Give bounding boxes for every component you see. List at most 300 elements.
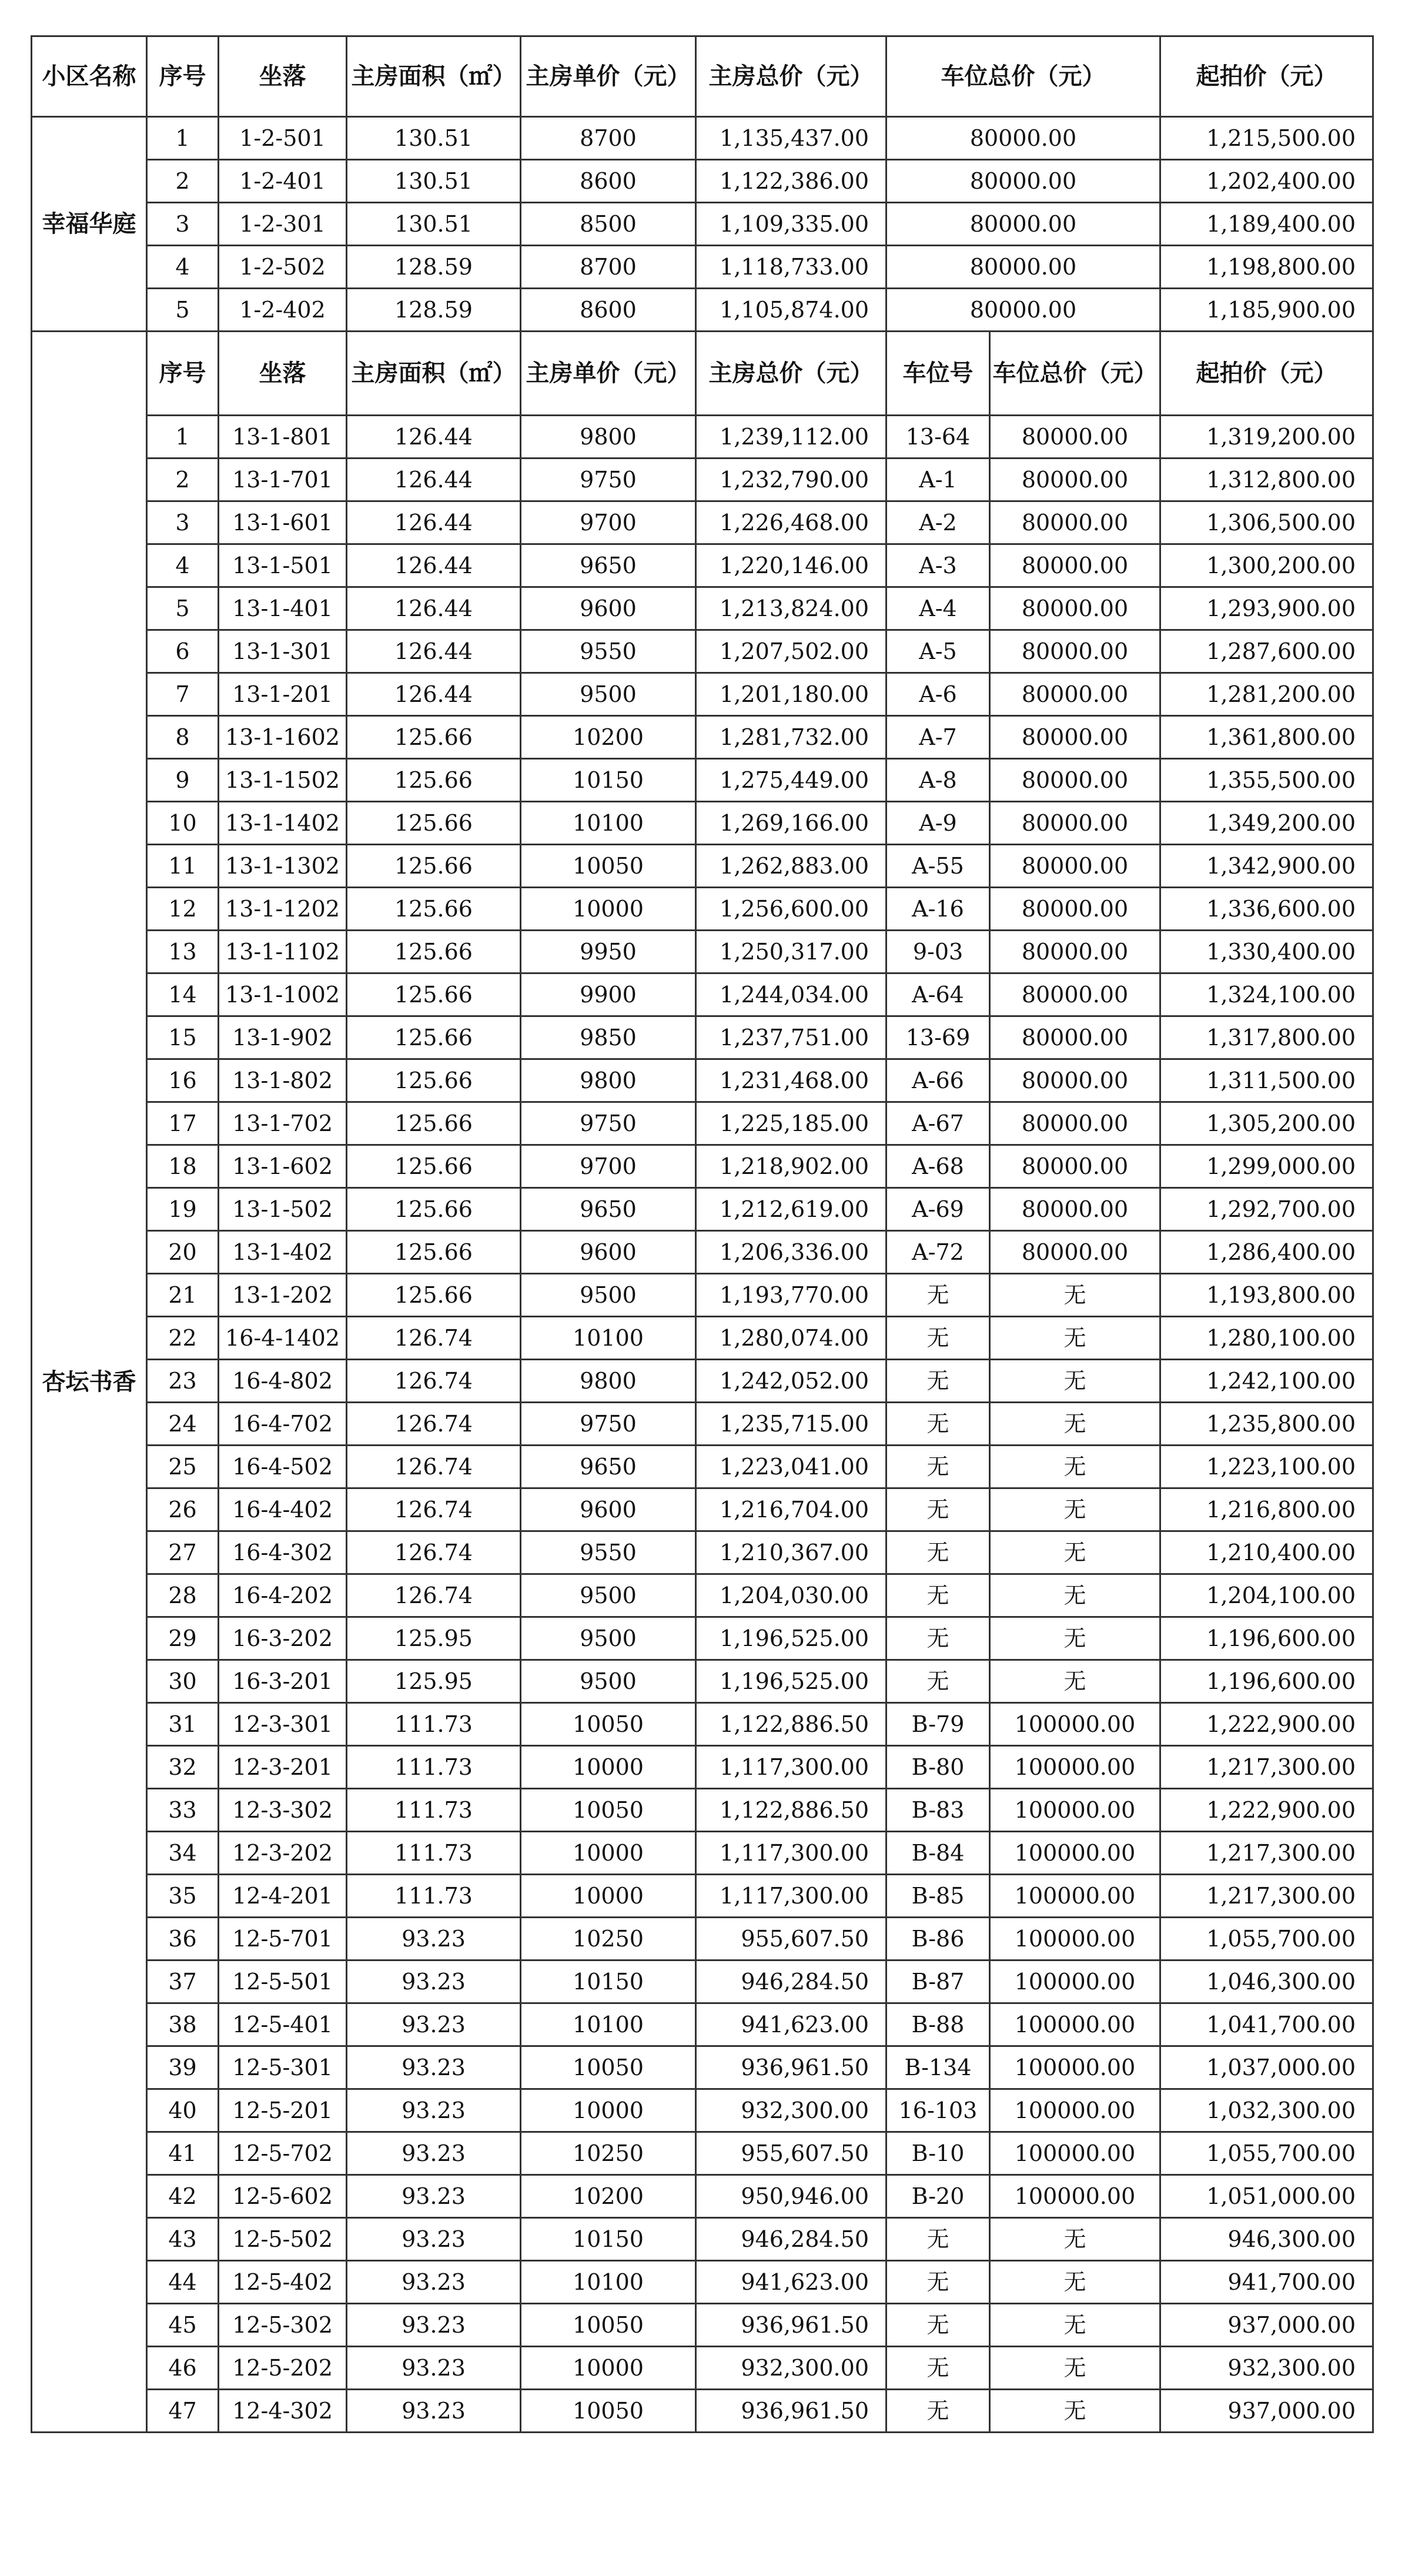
table-cell: 100000.00 xyxy=(990,1789,1160,1832)
table-cell: 9500 xyxy=(521,1617,696,1660)
table-cell: 126.44 xyxy=(347,587,521,630)
table-cell: 17 xyxy=(147,1102,219,1145)
table-cell: 1,204,030.00 xyxy=(696,1574,887,1617)
column-header: 主房总价（元） xyxy=(696,36,887,117)
table-cell: 1,210,400.00 xyxy=(1160,1531,1373,1574)
table-cell: 41 xyxy=(147,2132,219,2175)
table-cell: 30 xyxy=(147,1660,219,1703)
table-row xyxy=(32,2218,1373,2261)
table-cell: 9700 xyxy=(521,1145,696,1188)
table-cell: 4 xyxy=(147,246,219,289)
table-cell: 111.73 xyxy=(347,1789,521,1832)
table-cell: 9750 xyxy=(521,1403,696,1446)
table-cell: A-3 xyxy=(887,544,990,587)
table-cell: 936,961.50 xyxy=(696,2304,887,2347)
table-cell: 24 xyxy=(147,1403,219,1446)
table-row xyxy=(32,1016,1373,1059)
table-cell: 13-1-801 xyxy=(219,416,347,459)
table-cell: 10100 xyxy=(521,802,696,845)
table-cell: 12-5-701 xyxy=(219,1918,347,1961)
table-cell: 16-3-201 xyxy=(219,1660,347,1703)
table-cell: 1,223,100.00 xyxy=(1160,1446,1373,1488)
table-cell: 932,300.00 xyxy=(696,2089,887,2132)
table-cell: 10100 xyxy=(521,1317,696,1360)
table-cell: 32 xyxy=(147,1746,219,1789)
table-row xyxy=(32,1145,1373,1188)
table-row xyxy=(32,845,1373,888)
table-row xyxy=(32,587,1373,630)
table-cell: A-64 xyxy=(887,973,990,1016)
table-cell: 125.95 xyxy=(347,1617,521,1660)
table-cell: 125.66 xyxy=(347,1016,521,1059)
table-cell: 941,623.00 xyxy=(696,2261,887,2304)
table-cell: 12-5-602 xyxy=(219,2175,347,2218)
table-cell: 125.66 xyxy=(347,802,521,845)
table-cell: 80000.00 xyxy=(990,416,1160,459)
table-cell: 936,961.50 xyxy=(696,2390,887,2433)
table-cell: A-2 xyxy=(887,501,990,544)
table-cell: 44 xyxy=(147,2261,219,2304)
table-row xyxy=(32,2003,1373,2046)
table-row xyxy=(32,1789,1373,1832)
table-cell: 126.74 xyxy=(347,1403,521,1446)
table-cell: 12-4-302 xyxy=(219,2390,347,2433)
table-cell: 1,213,824.00 xyxy=(696,587,887,630)
table-cell: 2 xyxy=(147,459,219,501)
table-cell: 80000.00 xyxy=(990,973,1160,1016)
table-cell: 9500 xyxy=(521,1574,696,1617)
table-cell: B-20 xyxy=(887,2175,990,2218)
table-cell: 1,196,600.00 xyxy=(1160,1660,1373,1703)
column-header: 主房总价（元） xyxy=(696,332,887,416)
table-cell: 16-4-502 xyxy=(219,1446,347,1488)
table-row xyxy=(32,459,1373,501)
table-cell: 80000.00 xyxy=(990,888,1160,931)
table-cell: 12-3-301 xyxy=(219,1703,347,1746)
table-cell: 16-4-402 xyxy=(219,1488,347,1531)
table-cell: 10050 xyxy=(521,845,696,888)
table-row xyxy=(32,1918,1373,1961)
table-cell: 9750 xyxy=(521,459,696,501)
table-cell: 1,242,052.00 xyxy=(696,1360,887,1403)
table-cell: 11 xyxy=(147,845,219,888)
table-row xyxy=(32,630,1373,673)
table-cell: 1,330,400.00 xyxy=(1160,931,1373,973)
table-cell: 100000.00 xyxy=(990,1918,1160,1961)
table-row xyxy=(32,2175,1373,2218)
table-cell: 1,225,185.00 xyxy=(696,1102,887,1145)
table-row xyxy=(32,2046,1373,2089)
table-row xyxy=(32,1617,1373,1660)
table-cell: 125.66 xyxy=(347,1145,521,1188)
table-cell: 13-1-301 xyxy=(219,630,347,673)
table-cell: 10050 xyxy=(521,2390,696,2433)
table-cell: 13-64 xyxy=(887,416,990,459)
table-cell: 93.23 xyxy=(347,2046,521,2089)
table-cell: 43 xyxy=(147,2218,219,2261)
table-row xyxy=(32,1059,1373,1102)
table-cell: 128.59 xyxy=(347,289,521,332)
table-cell: 3 xyxy=(147,203,219,246)
table-cell: 125.66 xyxy=(347,1188,521,1231)
community-name: 幸福华庭 xyxy=(32,117,147,332)
table-cell: 1,185,900.00 xyxy=(1160,289,1373,332)
table-cell: 3 xyxy=(147,501,219,544)
table-cell: 无 xyxy=(990,1531,1160,1574)
table-row xyxy=(32,246,1373,289)
table-cell: A-72 xyxy=(887,1231,990,1274)
table-cell: 1,198,800.00 xyxy=(1160,246,1373,289)
table-cell: A-9 xyxy=(887,802,990,845)
table-cell: 13 xyxy=(147,931,219,973)
table-cell: 1,223,041.00 xyxy=(696,1446,887,1488)
table-cell: 80000.00 xyxy=(990,544,1160,587)
table-cell: 1,217,300.00 xyxy=(1160,1875,1373,1918)
table-cell: 无 xyxy=(887,1488,990,1531)
table-cell: 无 xyxy=(990,2218,1160,2261)
table-row xyxy=(32,2347,1373,2390)
table-cell: 126.44 xyxy=(347,459,521,501)
table-cell: 80000.00 xyxy=(990,845,1160,888)
table-cell: 1,312,800.00 xyxy=(1160,459,1373,501)
table-cell: 9-03 xyxy=(887,931,990,973)
table-row xyxy=(32,1360,1373,1403)
table-cell: 125.95 xyxy=(347,1660,521,1703)
table-cell: 1,046,300.00 xyxy=(1160,1961,1373,2003)
table-cell: 10000 xyxy=(521,1746,696,1789)
table-cell: 9500 xyxy=(521,1274,696,1317)
table-row xyxy=(32,289,1373,332)
table-cell: 19 xyxy=(147,1188,219,1231)
table-cell: 80000.00 xyxy=(990,1145,1160,1188)
table-cell: 12-3-302 xyxy=(219,1789,347,1832)
table-cell: 10000 xyxy=(521,1875,696,1918)
table-cell: 80000.00 xyxy=(990,759,1160,802)
table-row xyxy=(32,1660,1373,1703)
table-cell: 1,222,900.00 xyxy=(1160,1703,1373,1746)
column-header: 序号 xyxy=(147,332,219,416)
table-cell: 1,122,386.00 xyxy=(696,160,887,203)
table-cell: A-69 xyxy=(887,1188,990,1231)
table-cell: 128.59 xyxy=(347,246,521,289)
table-cell: 126.44 xyxy=(347,416,521,459)
table-cell: 9650 xyxy=(521,1188,696,1231)
table-cell: 1,336,600.00 xyxy=(1160,888,1373,931)
table-cell: 10050 xyxy=(521,2046,696,2089)
table-cell: 1,355,500.00 xyxy=(1160,759,1373,802)
table-cell: 13-1-402 xyxy=(219,1231,347,1274)
table-cell: 93.23 xyxy=(347,1961,521,2003)
table-cell: 1,196,600.00 xyxy=(1160,1617,1373,1660)
table-cell: 无 xyxy=(887,1531,990,1574)
table-cell: 80000.00 xyxy=(887,289,1160,332)
table-row xyxy=(32,888,1373,931)
table-cell: 130.51 xyxy=(347,117,521,160)
table-cell: 10250 xyxy=(521,2132,696,2175)
table-row xyxy=(32,416,1373,459)
table-cell: A-8 xyxy=(887,759,990,802)
table-cell: 16-4-202 xyxy=(219,1574,347,1617)
table-cell: 1,306,500.00 xyxy=(1160,501,1373,544)
table-cell: 1,216,800.00 xyxy=(1160,1488,1373,1531)
table-cell: 1,300,200.00 xyxy=(1160,544,1373,587)
table-cell: 1,051,000.00 xyxy=(1160,2175,1373,2218)
table-cell: 13-1-401 xyxy=(219,587,347,630)
table-cell: 39 xyxy=(147,2046,219,2089)
table-cell: 9700 xyxy=(521,501,696,544)
table-cell: 13-1-501 xyxy=(219,544,347,587)
table-cell: 1,311,500.00 xyxy=(1160,1059,1373,1102)
table-cell: 无 xyxy=(990,1488,1160,1531)
table-cell: 946,284.50 xyxy=(696,2218,887,2261)
table-cell: A-16 xyxy=(887,888,990,931)
table-cell: 93.23 xyxy=(347,1918,521,1961)
column-header: 坐落 xyxy=(219,332,347,416)
table-cell: 126.74 xyxy=(347,1446,521,1488)
table-cell: 10050 xyxy=(521,1703,696,1746)
table-cell: 1,032,300.00 xyxy=(1160,2089,1373,2132)
table-cell: 955,607.50 xyxy=(696,2132,887,2175)
table-cell: 13-1-1402 xyxy=(219,802,347,845)
table-cell: 16-4-1402 xyxy=(219,1317,347,1360)
table-cell: 13-1-1502 xyxy=(219,759,347,802)
table-cell: 13-1-1002 xyxy=(219,973,347,1016)
table-cell: 1,235,715.00 xyxy=(696,1403,887,1446)
table-row xyxy=(32,1488,1373,1531)
table-cell: A-66 xyxy=(887,1059,990,1102)
table-cell: 10050 xyxy=(521,1789,696,1832)
table-cell: 1-2-501 xyxy=(219,117,347,160)
table-cell: 937,000.00 xyxy=(1160,2304,1373,2347)
table-cell: 80000.00 xyxy=(887,160,1160,203)
table-cell: 1,109,335.00 xyxy=(696,203,887,246)
table-row xyxy=(32,1531,1373,1574)
table-cell: 125.66 xyxy=(347,1059,521,1102)
table-cell: 14 xyxy=(147,973,219,1016)
table-cell: B-79 xyxy=(887,1703,990,1746)
table-cell: 35 xyxy=(147,1875,219,1918)
table-cell: 9900 xyxy=(521,973,696,1016)
table-cell: 8600 xyxy=(521,289,696,332)
table-cell: 10 xyxy=(147,802,219,845)
table-row xyxy=(32,544,1373,587)
table-cell: 16 xyxy=(147,1059,219,1102)
table-cell: 12-5-502 xyxy=(219,2218,347,2261)
table-cell: 10100 xyxy=(521,2003,696,2046)
table-cell: B-87 xyxy=(887,1961,990,2003)
table-cell: 38 xyxy=(147,2003,219,2046)
table-cell: 80000.00 xyxy=(990,587,1160,630)
table-cell: 100000.00 xyxy=(990,1746,1160,1789)
table-cell: 16-3-202 xyxy=(219,1617,347,1660)
table-cell: 1-2-401 xyxy=(219,160,347,203)
table-cell: 80000.00 xyxy=(990,1016,1160,1059)
table-cell: 111.73 xyxy=(347,1875,521,1918)
table-cell: 1,055,700.00 xyxy=(1160,2132,1373,2175)
table-cell: 1-2-301 xyxy=(219,203,347,246)
table-cell: 20 xyxy=(147,1231,219,1274)
table-cell: 100000.00 xyxy=(990,1832,1160,1875)
table-cell: 1,262,883.00 xyxy=(696,845,887,888)
table-row xyxy=(32,2390,1373,2433)
table-row xyxy=(32,1446,1373,1488)
subheader-row xyxy=(32,332,1373,416)
table-cell: 1,292,700.00 xyxy=(1160,1188,1373,1231)
table-cell: 12-5-402 xyxy=(219,2261,347,2304)
table-cell: B-80 xyxy=(887,1746,990,1789)
table-row xyxy=(32,2089,1373,2132)
table-cell: 37 xyxy=(147,1961,219,2003)
table-cell: 100000.00 xyxy=(990,2175,1160,2218)
table-cell: 1,217,300.00 xyxy=(1160,1832,1373,1875)
table-cell: 80000.00 xyxy=(990,501,1160,544)
table-cell: A-6 xyxy=(887,673,990,716)
table-cell: 93.23 xyxy=(347,2347,521,2390)
table-cell: 93.23 xyxy=(347,2003,521,2046)
table-row xyxy=(32,759,1373,802)
table-cell: 125.66 xyxy=(347,973,521,1016)
table-cell: 26 xyxy=(147,1488,219,1531)
table-cell: 100000.00 xyxy=(990,2046,1160,2089)
table-row xyxy=(32,1875,1373,1918)
table-cell: 100000.00 xyxy=(990,1961,1160,2003)
table-cell: 13-1-1602 xyxy=(219,716,347,759)
table-cell: A-1 xyxy=(887,459,990,501)
table-cell: 1,239,112.00 xyxy=(696,416,887,459)
table-cell: 10250 xyxy=(521,1918,696,1961)
table-cell: 1,207,502.00 xyxy=(696,630,887,673)
table-cell: 80000.00 xyxy=(990,459,1160,501)
table-cell: 无 xyxy=(990,1574,1160,1617)
table-cell: 42 xyxy=(147,2175,219,2218)
table-cell: 6 xyxy=(147,630,219,673)
table-cell: 21 xyxy=(147,1274,219,1317)
table-cell: 125.66 xyxy=(347,931,521,973)
table-cell: 46 xyxy=(147,2347,219,2390)
table-cell: 1 xyxy=(147,416,219,459)
table-cell: 1,117,300.00 xyxy=(696,1832,887,1875)
header-row xyxy=(32,36,1373,117)
table-cell: 45 xyxy=(147,2304,219,2347)
table-cell: 12-3-201 xyxy=(219,1746,347,1789)
table-row xyxy=(32,802,1373,845)
table-cell: 1,202,400.00 xyxy=(1160,160,1373,203)
table-cell: 1,281,732.00 xyxy=(696,716,887,759)
table-cell: 93.23 xyxy=(347,2132,521,2175)
table-cell: 8 xyxy=(147,716,219,759)
table-cell: 无 xyxy=(990,1617,1160,1660)
table-cell: 80000.00 xyxy=(990,1059,1160,1102)
table-cell: B-84 xyxy=(887,1832,990,1875)
table-cell: A-7 xyxy=(887,716,990,759)
table-cell: 1,275,449.00 xyxy=(696,759,887,802)
table-cell: 36 xyxy=(147,1918,219,1961)
table-cell: 1,281,200.00 xyxy=(1160,673,1373,716)
table-cell: 12-5-401 xyxy=(219,2003,347,2046)
table-cell: 9800 xyxy=(521,1059,696,1102)
table-cell: 7 xyxy=(147,673,219,716)
table-cell: 1,196,525.00 xyxy=(696,1617,887,1660)
table-cell: 1,041,700.00 xyxy=(1160,2003,1373,2046)
table-cell: 9500 xyxy=(521,673,696,716)
table-row xyxy=(32,501,1373,544)
table-cell: 9800 xyxy=(521,1360,696,1403)
table-cell: 12 xyxy=(147,888,219,931)
table-cell: 无 xyxy=(887,1574,990,1617)
table-cell: 1,361,800.00 xyxy=(1160,716,1373,759)
table-cell: 无 xyxy=(990,1274,1160,1317)
table-cell: 1,242,100.00 xyxy=(1160,1360,1373,1403)
table-cell: 13-1-502 xyxy=(219,1188,347,1231)
table-cell: 1,216,704.00 xyxy=(696,1488,887,1531)
table-cell: 无 xyxy=(887,1617,990,1660)
table-row xyxy=(32,203,1373,246)
table-row xyxy=(32,1274,1373,1317)
table-cell: 126.74 xyxy=(347,1531,521,1574)
table-cell: 无 xyxy=(887,1403,990,1446)
table-cell: 1,196,525.00 xyxy=(696,1660,887,1703)
table-cell: 80000.00 xyxy=(990,802,1160,845)
table-cell: 1,237,751.00 xyxy=(696,1016,887,1059)
table-row xyxy=(32,1961,1373,2003)
table-row xyxy=(32,1703,1373,1746)
column-header: 小区名称 xyxy=(32,36,147,117)
table-cell: 125.66 xyxy=(347,888,521,931)
table-cell: 16-4-802 xyxy=(219,1360,347,1403)
table-cell: 932,300.00 xyxy=(696,2347,887,2390)
table-cell: 无 xyxy=(887,2304,990,2347)
table-cell: 9600 xyxy=(521,587,696,630)
table-cell: 12-5-501 xyxy=(219,1961,347,2003)
table-cell: 9550 xyxy=(521,1531,696,1574)
table-row xyxy=(32,2132,1373,2175)
table-cell: 13-1-902 xyxy=(219,1016,347,1059)
table-cell: 1,204,100.00 xyxy=(1160,1574,1373,1617)
table-cell: 无 xyxy=(887,1446,990,1488)
table-cell: 12-5-202 xyxy=(219,2347,347,2390)
table-cell: 100000.00 xyxy=(990,2089,1160,2132)
table-cell: 111.73 xyxy=(347,1832,521,1875)
table-cell: 1,193,800.00 xyxy=(1160,1274,1373,1317)
table-cell: 13-1-1202 xyxy=(219,888,347,931)
table-cell: 93.23 xyxy=(347,2261,521,2304)
table-cell: 22 xyxy=(147,1317,219,1360)
table-cell: 1,037,000.00 xyxy=(1160,2046,1373,2089)
table-cell: 130.51 xyxy=(347,203,521,246)
table-cell: 13-1-701 xyxy=(219,459,347,501)
table-cell: 13-1-1102 xyxy=(219,931,347,973)
table-cell: 10150 xyxy=(521,759,696,802)
table-cell: 1,117,300.00 xyxy=(696,1746,887,1789)
table-cell: 13-1-202 xyxy=(219,1274,347,1317)
table-cell: A-5 xyxy=(887,630,990,673)
column-header: 车位总价（元） xyxy=(887,36,1160,117)
table-cell: 8500 xyxy=(521,203,696,246)
table-cell: 无 xyxy=(887,1660,990,1703)
table-cell: 10000 xyxy=(521,888,696,931)
table-cell: 9650 xyxy=(521,544,696,587)
table-cell: 1,280,074.00 xyxy=(696,1317,887,1360)
column-header: 主房面积（㎡） xyxy=(347,36,521,117)
table-cell: 34 xyxy=(147,1832,219,1875)
table-cell: 27 xyxy=(147,1531,219,1574)
table-cell: 1,135,437.00 xyxy=(696,117,887,160)
table-cell: 1-2-402 xyxy=(219,289,347,332)
table-row xyxy=(32,1746,1373,1789)
table-cell: 9600 xyxy=(521,1231,696,1274)
table-cell: 80000.00 xyxy=(990,630,1160,673)
table-cell: 12-4-201 xyxy=(219,1875,347,1918)
